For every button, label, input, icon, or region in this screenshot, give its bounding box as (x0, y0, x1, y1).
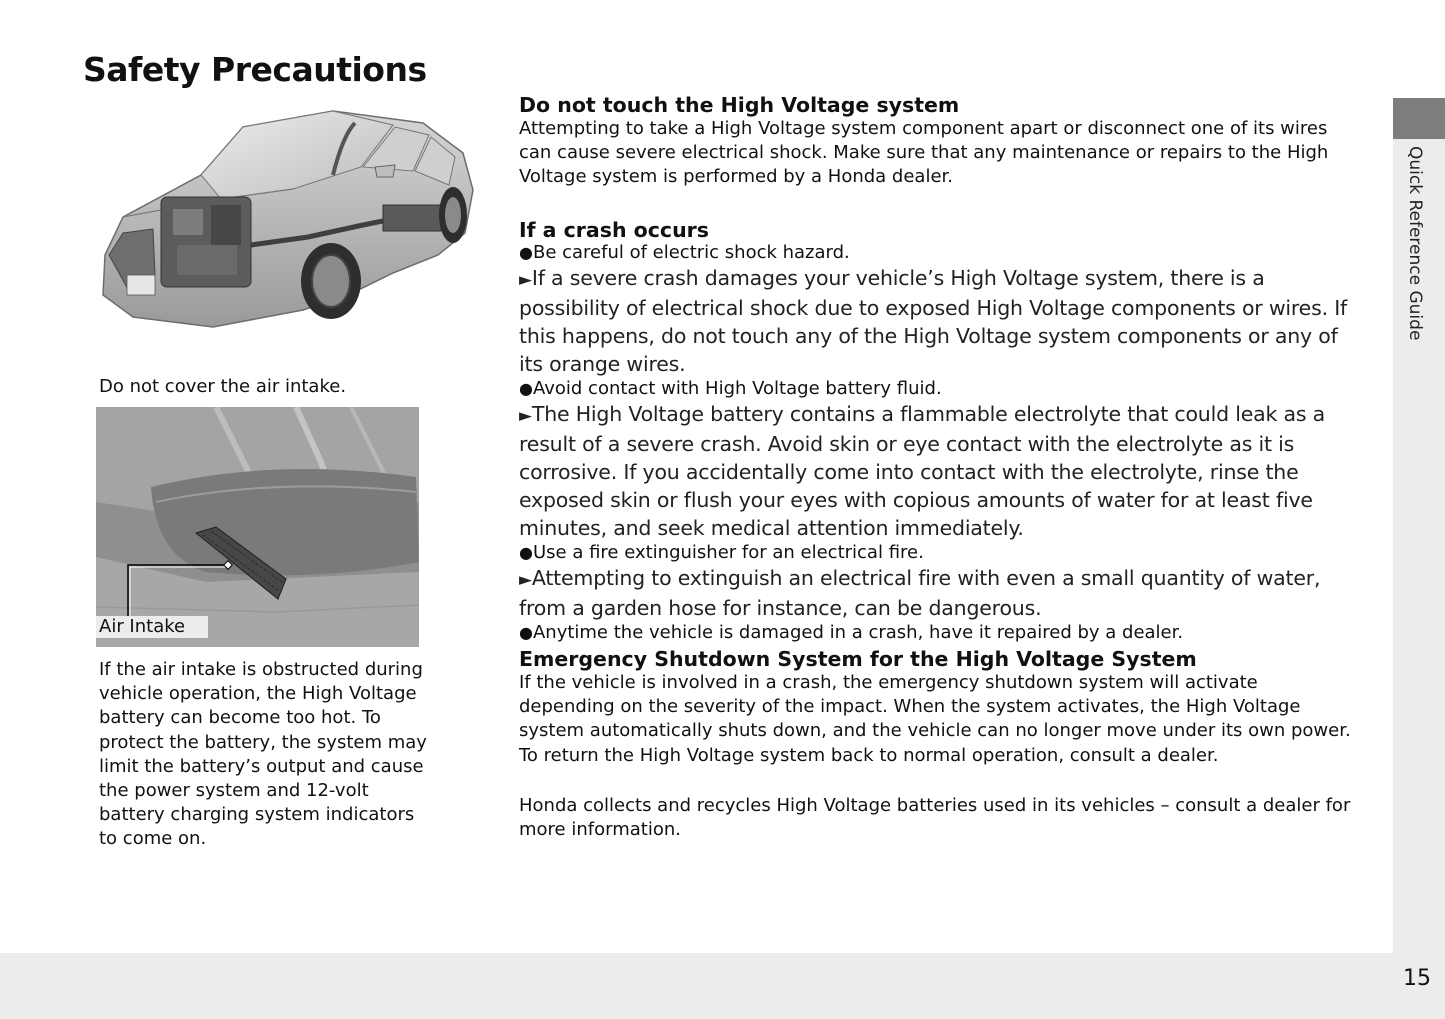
detail-text: Attempting to extinguish an electrical fire with even a small quantity of water, from a garden hose for instance, can be dangerous. (519, 566, 1321, 620)
body-high-voltage: Attempting to take a High Voltage system component apart or disconnect one of its wires can cause severe electrical shock. Make sure that any maintenance or repairs to the High Voltage system is performed by a Honda dealer. (519, 118, 1329, 188)
heading-high-voltage: Do not touch the High Voltage system (519, 93, 960, 117)
crash-bullet (519, 622, 1354, 644)
air-intake-paragraph: If the air intake is obstructed during vehicle operation, the High Voltage battery can become too hot. To protect the battery, the system may limit the battery’s output and cause the power system and 12-volt battery charging system indicators to come on. (99, 659, 427, 850)
crash-detail (519, 264, 1354, 378)
section-high-voltage (519, 93, 1354, 190)
heading-shutdown: Emergency Shutdown System for the High Voltage System (519, 647, 1197, 671)
air-intake-label: Air Intake (96, 616, 208, 638)
crash-detail (519, 400, 1354, 542)
detail-text: The High Voltage battery contains a flammable electrolyte that could leak as a result of a severe crash. Avoid skin or eye contact with the electrolyte as it is corrosive. If you accidentally come into contact with the electrolyte, rinse the exposed skin or flush your eyes with copious amounts of water for at least five minutes, and seek medical attention immediately. (519, 402, 1325, 540)
crash-bullet (519, 378, 1354, 400)
bullet-text: Use a fire extinguisher for an electrical fire. (532, 542, 924, 563)
bullet-text: Avoid contact with High Voltage battery fluid. (532, 378, 942, 399)
page-title: Safety Precautions (83, 50, 427, 89)
arrow-icon: ► (519, 570, 532, 590)
bullet-icon: ● (519, 623, 533, 642)
side-tab-marker (1393, 98, 1445, 139)
section-crash (519, 218, 1354, 644)
body-shutdown: If the vehicle is involved in a crash, the emergency shutdown system will activate depending on the severity of the impact. When the system activates, the High Voltage system automatically shuts down, and the vehicle can no longer move under its own power. To return the High Voltage system back to normal operation, consult a dealer. (519, 672, 1351, 766)
bullet-icon: ● (519, 379, 533, 398)
bullet-icon: ● (519, 543, 533, 562)
section-recycle (519, 794, 1354, 842)
air-intake-caption: Do not cover the air intake. (99, 376, 347, 397)
crash-detail (519, 564, 1354, 622)
bullet-text: Anytime the vehicle is damaged in a crash, have it repaired by a dealer. (532, 622, 1184, 643)
car-cutaway-illustration (93, 105, 478, 337)
footer-band (0, 953, 1445, 1019)
crash-bullet (519, 242, 1354, 264)
body-recycle: Honda collects and recycles High Voltage batteries used in its vehicles – consult a dealer for more information. (519, 795, 1351, 841)
heading-crash: If a crash occurs (519, 218, 709, 242)
air-intake-photo (96, 407, 419, 647)
arrow-icon: ► (519, 270, 532, 290)
crash-bullet (519, 542, 1354, 564)
detail-text: If a severe crash damages your vehicle’s High Voltage system, there is a possibility of electrical shock due to exposed High Voltage components or wires. If this happens, do not touch any of the High Voltage system components or any of its orange wires. (519, 266, 1348, 376)
page-number: 15 (1403, 966, 1431, 991)
arrow-icon: ► (519, 406, 532, 426)
side-tab-label[interactable]: Quick Reference Guide (1405, 146, 1425, 341)
section-shutdown (519, 647, 1354, 768)
bullet-icon: ● (519, 243, 533, 262)
bullet-text: Be careful of electric shock hazard. (532, 242, 850, 263)
